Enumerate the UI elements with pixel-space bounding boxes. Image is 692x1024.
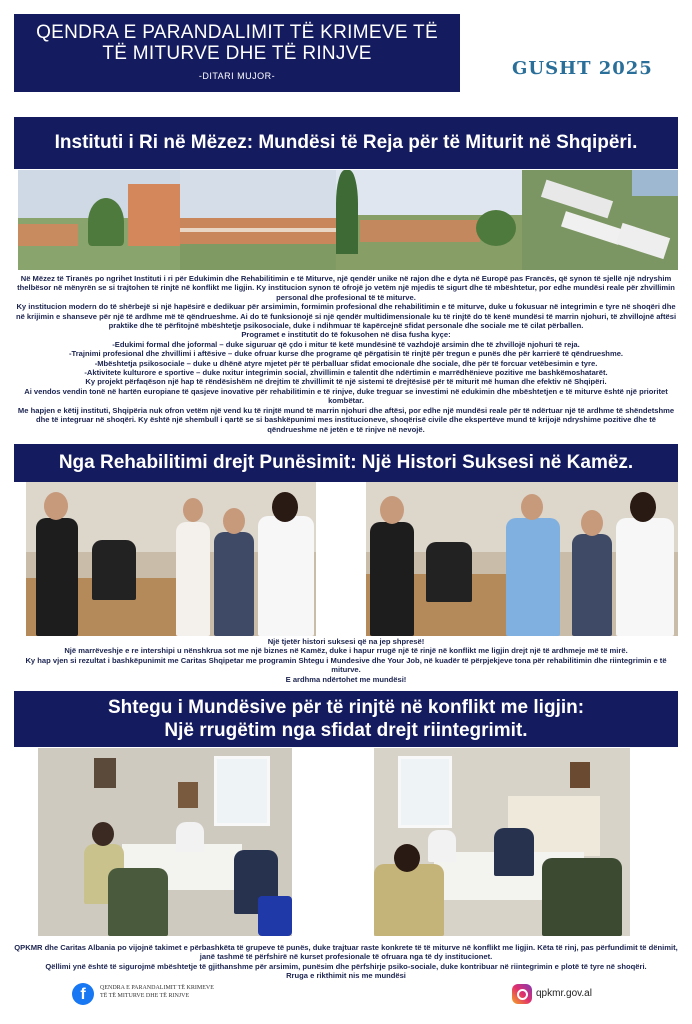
working-group-meeting-photo-1 (38, 748, 292, 936)
footer (14, 980, 678, 1016)
section1-list-item: -Mbështetja psikosociale – duke u dhënë atyre mjetet për të përballuar sfidat emocionale dhe sociale, dhe për të forcuar vetëbesimin e tyre. (94, 358, 598, 368)
footer-logo-text (100, 984, 214, 1000)
internship-signing-photo-2 (366, 482, 678, 636)
section1-paragraph: Me hapjen e këtij instituti, Shqipëria nuk ofron vetëm një vend ku të rinjtë mund të marrin njohuri dhe aftësi, por edhe një mundësi reale për të ndërtuar një të ardhme të shëndetshme dhe të integruar në shoqëri. Ky është një shembull i qartë se si bashkëpunimi mes institucioneve, shoqërisë civile dhe ekspertëve mund të krijojë ndryshime pozitive dhe të qëndrueshme në jetën e të rinjve në nevojë. (17, 405, 675, 434)
section3-paragraph: QPKMR dhe Caritas Albania po vijojnë takimet e përbashkëta të grupeve të punës, duke trajtuar raste konkrete të të miturve në konflikt me ligjin. Këta të rinj, pas përfundimit të dënimit, janë tashmë të përfshirë në kurset profesionale të ofruara nga të dy institucionet. (14, 943, 678, 962)
section2-body (14, 637, 678, 684)
section1-paragraph: Programet e institutit do të fokusohen në disa fusha kyçe: (241, 330, 451, 340)
building-render-photo-3 (336, 170, 522, 270)
section1-paragraph: Ky institucion modern do të shërbejë si një hapësirë e dedikuar për arsimimin, formimin profesional dhe rehabilitimin e të miturve, duke u fokusuar në integrimin e tyre në shoqëri dhe në krijimin e shanseve për një të ardhme më të qëndrueshme. Ai do të funksionojë si një qendër multidimensionale ku të rinjtë do të kenë mundësi të marrin njohuri, të zhvillojnë aftësi praktike dhe të përfitojnë mbështetje psikosociale, duke i ndihmuar të kapërcejnë sfidat personale dhe sociale me të cilat përballen. (15, 302, 677, 331)
section3-title-line1: Shtegu i Mundësive për të rinjtë në konflikt me ligjin: (107, 697, 585, 718)
building-render-photo-1 (18, 170, 180, 270)
section1-paragraph: Në Mëzez të Tiranës po ngrihet Instituti i ri për Edukimin dhe Rehabilitimin e të Miturve, një qendër unike në rajon dhe e dyta në Europë pas Francës, që synon të sjellë një ndryshim thelbësor në mënyrën se si trajtohen të rinjtë në konflikt me ligjin. Ky institucion synon të ofrojë jo vetëm një mjedis të sigurt dhe të mbështetur, por edhe mundësi reale për zhvillimin personal dhe profesional të të miturve. (17, 274, 675, 302)
section3-title (14, 691, 678, 747)
section3-title-line2: Një rrugëtim nga sfidat drejt riintegrimit. (164, 720, 528, 741)
section1-list-item: -Aktivitete kulturore e sportive – duke nxitur integrimin social, zhvillimin e talentit dhe ndërtimin e marrëdhënieve pozitive me bashkëmoshatarët. (84, 368, 608, 378)
section1-body (14, 274, 678, 434)
masthead-title-line2: TË MITURVE DHE TË RINJVE (102, 43, 372, 64)
section2-paragraph: Një marrëveshje e re intershipi u nënshkrua sot me një biznes në Kamëz, duke i hapur rrugë një të rinjë në konflikt me ligjin drejt një të ardhmeje më të mirë. (64, 646, 628, 656)
instagram-icon[interactable] (512, 984, 532, 1004)
masthead-title-line1: QENDRA E PARANDALIMIT TË KRIMEVE TË (36, 22, 438, 43)
facebook-icon[interactable]: f (72, 983, 94, 1005)
issue-date: GUSHT 2025 (512, 58, 653, 79)
website-link[interactable]: qpkmr.gov.al (536, 988, 592, 999)
building-aerial-render-photo (522, 170, 678, 270)
section1-paragraph: Ai vendos vendin tonë në hartën europiane të qasjeve inovative për rehabilitimin e të rinjve, duke treguar se investimi në edukimin dhe mbështetjen e të miturve është një prioritet kombëtar. (24, 386, 668, 406)
section3-body (14, 943, 678, 981)
masthead-subtitle: -DITARI MUJOR- (198, 71, 276, 81)
working-group-meeting-photo-2 (374, 748, 630, 936)
masthead (14, 14, 460, 92)
building-render-photo-2 (180, 170, 336, 270)
section3-paragraph: Qëllimi ynë është të sigurojmë mbështetje të gjithanshme për arsimim, punësim dhe përfshirje psiko-sociale, duke kontribuar në riintegrimin e plotë të tyre në shoqëri. (45, 961, 647, 971)
footer-logo-line2: TË TË MITURVE DHE TË RINJVE (100, 993, 190, 999)
section2-paragraph: E ardhma ndërtohet me mundësi! (285, 674, 407, 684)
section3-paragraph: Rruga e rikthimit nis me mundësi (286, 971, 406, 981)
section1-list-item: -Edukimi formal dhe joformal – duke siguruar që çdo i mitur të ketë mundësinë të vazhdojë arsimin dhe të zhvillojë njohuri të reja. (112, 339, 580, 349)
section2-title: Nga Rehabilitimi drejt Punësimit: Një Histori Suksesi në Kamëz. (14, 444, 678, 482)
section1-list-item: -Trajnimi profesional dhe zhvillimi i aftësive – duke ofruar kurse dhe programe që përgatisin të rinjtë për tregun e punës dhe për karrierë të qëndrueshme. (68, 349, 624, 359)
footer-logo-line1: QENDRA E PARANDALIMIT TË KRIMEVE (100, 985, 214, 991)
section2-paragraph: Një tjetër histori suksesi që na jep shpresë! (267, 637, 425, 646)
internship-signing-photo-1 (26, 482, 316, 636)
section2-paragraph: Ky hap vjen si rezultat i bashkëpunimit me Caritas Shqipetar me programin Shtegu i Mundesive dhe Your Job, në kuadër të përpjekjeve tona për rehabilitimin dhe riintegrimin e të miturve. (25, 655, 667, 675)
section1-paragraph: Ky projekt përfaqëson një hap të rëndësishëm në drejtim të zhvillimit të një sistemi të drejtësisë për të miturit më human dhe efektiv në Shqipëri. (85, 377, 607, 387)
section1-title: Instituti i Ri në Mëzez: Mundësi të Reja për të Miturit në Shqipëri. (14, 117, 678, 169)
